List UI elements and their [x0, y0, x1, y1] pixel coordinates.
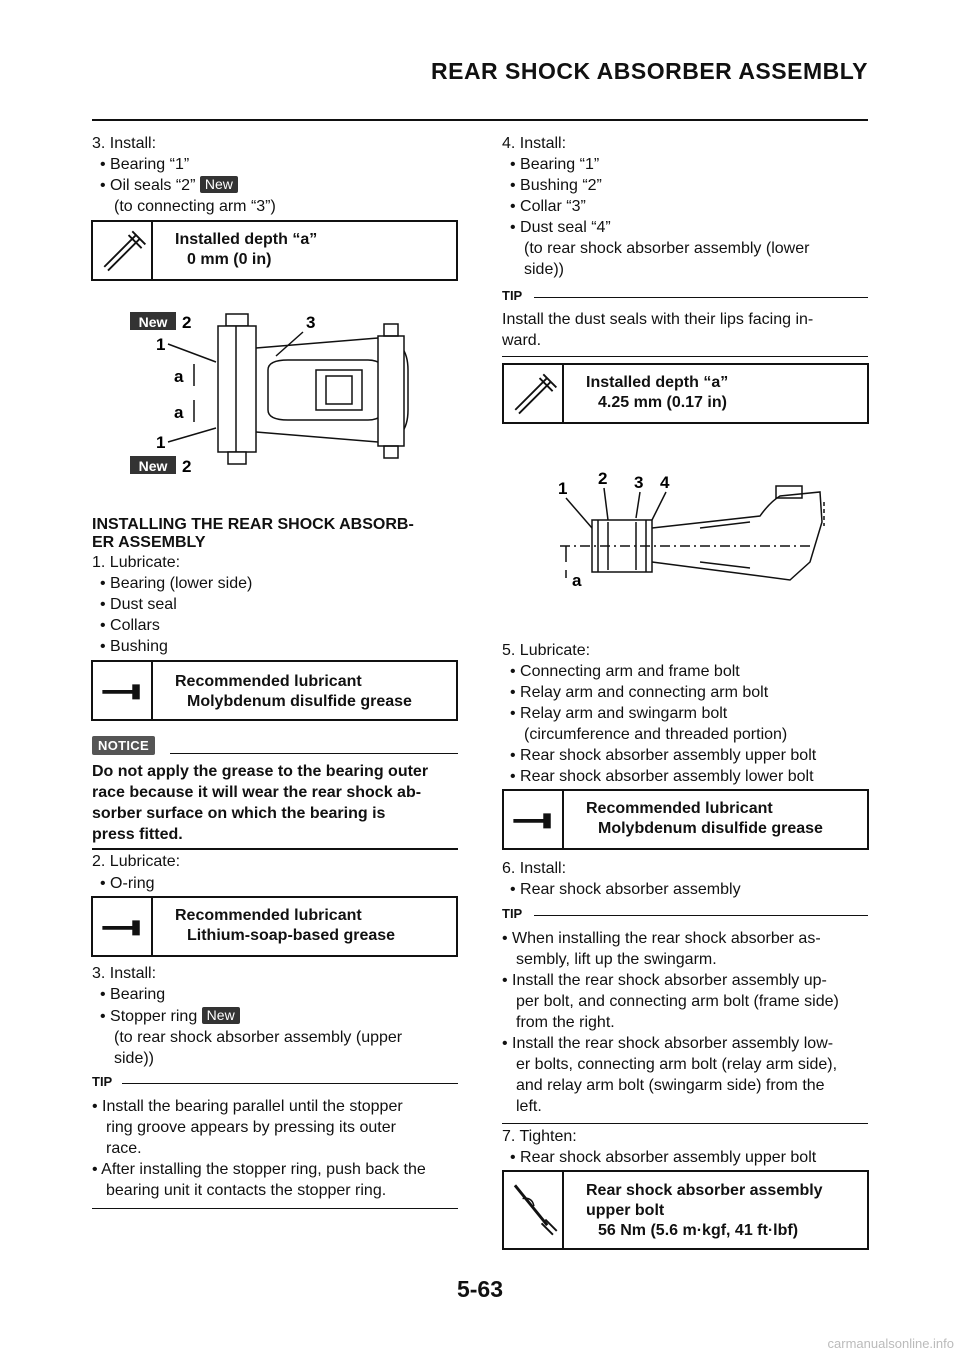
bullet-collar-3: • Collar “3” [510, 198, 586, 215]
torque-wrench-icon [504, 1172, 562, 1248]
bullet-item-sub: (circumference and threaded portion) [524, 726, 788, 743]
notice-line1: Do not apply the grease to the bearing outer [92, 763, 429, 780]
tip-rule [534, 915, 868, 916]
tip-end-rule [92, 1208, 458, 1209]
tip-line: left. [516, 1098, 542, 1115]
step-lubricate-1: 1. Lubricate: [92, 554, 181, 571]
spec-label: Recommended lubricant [175, 907, 362, 924]
tip-line: • When installing the rear shock absorber as- [502, 930, 821, 947]
tip-line: • Install the rear shock absorber assembly up- [502, 972, 827, 989]
spec-label: upper bolt [586, 1202, 665, 1219]
spec-box-lubricant [91, 896, 458, 957]
tip-rule [122, 1083, 458, 1084]
step-install-3b: 3. Install: [92, 965, 157, 982]
callout-1: 1 [156, 433, 166, 452]
tip-end-rule [502, 356, 868, 357]
grease-gun-icon [93, 662, 151, 719]
new-badge-text: New [138, 314, 168, 330]
tip-line: • After installing the stopper ring, push back the [92, 1161, 426, 1178]
spec-label: Recommended lubricant [586, 800, 773, 817]
tip-line: bearing unit it contacts the stopper ring. [106, 1182, 387, 1199]
spec-value: Molybdenum disulfide grease [187, 693, 412, 710]
spec-value: Molybdenum disulfide grease [598, 820, 823, 837]
step-lubricate-5: 5. Lubricate: [502, 642, 591, 659]
bullet-collars: • Collars [100, 617, 160, 634]
tip-line: • Install the rear shock absorber assembly low- [502, 1035, 834, 1052]
shock-absorber-lower-figure [540, 462, 840, 602]
bullet-oil-seals [100, 175, 238, 196]
tip-line: er bolts, connecting arm bolt (relay arm side), [516, 1056, 838, 1073]
new-badge: New [200, 176, 238, 193]
caliper-icon [504, 365, 562, 422]
bullet-bushing: • Bushing [100, 638, 168, 655]
spec-value: Lithium-soap-based grease [187, 927, 396, 944]
step-install-6: 6. Install: [502, 860, 567, 877]
tip-line: from the right. [516, 1014, 615, 1031]
tip-line: per bolt, and connecting arm bolt (frame side) [516, 993, 839, 1010]
callout-a: a [572, 571, 582, 590]
notice-end-rule [92, 848, 458, 850]
callout-1: 1 [558, 479, 568, 498]
notice-line4: press fitted. [92, 826, 183, 843]
tip-end-rule [502, 1123, 868, 1124]
callout-a: a [174, 403, 184, 422]
spec-box-lubricant [502, 789, 869, 850]
bullet-stopper-ring-text: • Stopper ring [100, 1008, 198, 1025]
new-badge: New [202, 1007, 240, 1024]
bullet-dust-seal-4: • Dust seal “4” [510, 219, 611, 236]
notice-rule [170, 753, 458, 754]
tip-line: ring groove appears by pressing its outer [106, 1119, 396, 1136]
step-lubricate-2: 2. Lubricate: [92, 853, 181, 870]
bullet-stopper-ring [100, 1006, 240, 1027]
connecting-arm-figure [128, 300, 428, 480]
step-tighten-7: 7. Tighten: [502, 1128, 577, 1145]
caliper-icon [93, 222, 151, 279]
callout-a: a [174, 367, 184, 386]
bullet-item: • Relay arm and swingarm bolt [510, 705, 728, 722]
bullet-item: • Rear shock absorber assembly [510, 881, 741, 898]
spec-label: Installed depth “a” [586, 374, 729, 391]
spec-label: Recommended lubricant [175, 673, 362, 690]
bullet-item: • Relay arm and connecting arm bolt [510, 684, 769, 701]
bullet-stopper-sub2: side)) [114, 1050, 155, 1067]
spec-box-installed-depth [91, 220, 458, 281]
bullet-oil-seals-sub: (to connecting arm “3”) [114, 198, 276, 215]
callout-3: 3 [306, 313, 316, 332]
callout-2: 2 [182, 457, 192, 476]
bullet-bushing-2: • Bushing “2” [510, 177, 602, 194]
spec-value: 0 mm (0 in) [187, 251, 272, 268]
notice-line3: sorber surface on which the bearing is [92, 805, 386, 822]
bullet-item: • Rear shock absorber assembly lower bolt [510, 768, 814, 785]
tip-line: ward. [502, 332, 542, 349]
callout-2: 2 [598, 469, 608, 488]
bullet-bearing-1: • Bearing “1” [100, 156, 190, 173]
spec-box-torque [502, 1170, 869, 1250]
notice-line2: race because it will wear the rear shock ab- [92, 784, 422, 801]
section-heading-line2: ER ASSEMBLY [92, 534, 206, 551]
grease-gun-icon [93, 898, 151, 955]
bullet-oil-seals-text: • Oil seals “2” [100, 177, 196, 194]
tip-label: TIP [92, 1074, 113, 1089]
bullet-item: • Rear shock absorber assembly upper bolt [510, 747, 817, 764]
spec-label: Installed depth “a” [175, 231, 318, 248]
step-install-3: 3. Install: [92, 135, 157, 152]
callout-1: 1 [156, 335, 166, 354]
bullet-bearing-lower: • Bearing (lower side) [100, 575, 253, 592]
tip-line: • Install the bearing parallel until the stopper [92, 1098, 403, 1115]
notice-label: NOTICE [92, 736, 155, 755]
spec-value: 4.25 mm (0.17 in) [598, 394, 727, 411]
bullet-item: • Rear shock absorber assembly upper bolt [510, 1149, 817, 1166]
header-rule [92, 119, 868, 121]
bullet-dust-seal-sub2: side)) [524, 261, 565, 278]
section-heading-line1: INSTALLING THE REAR SHOCK ABSORB- [92, 516, 414, 533]
tip-label: TIP [502, 906, 523, 921]
tip-label: TIP [502, 288, 523, 303]
tip-line: sembly, lift up the swingarm. [516, 951, 717, 968]
bullet-stopper-sub1: (to rear shock absorber assembly (upper [114, 1029, 403, 1046]
spec-box-lubricant [91, 660, 458, 721]
bullet-dust-seal: • Dust seal [100, 596, 177, 613]
tip-line: and relay arm bolt (swingarm side) from the [516, 1077, 825, 1094]
tip-rule [534, 297, 868, 298]
bullet-bearing: • Bearing [100, 986, 166, 1003]
bullet-o-ring: • O-ring [100, 875, 155, 892]
spec-box-installed-depth [502, 363, 869, 424]
callout-4: 4 [660, 473, 670, 492]
callout-2: 2 [182, 313, 192, 332]
page-title: REAR SHOCK ABSORBER ASSEMBLY [431, 58, 868, 84]
new-badge-text: New [138, 458, 168, 474]
footer-watermark: carmanualsonline.info [827, 1336, 954, 1351]
spec-label: Rear shock absorber assembly [586, 1182, 823, 1199]
spec-value: 56 Nm (5.6 m·kgf, 41 ft·lbf) [598, 1222, 799, 1239]
tip-line: race. [106, 1140, 142, 1157]
bullet-item: • Connecting arm and frame bolt [510, 663, 740, 680]
bullet-dust-seal-sub1: (to rear shock absorber assembly (lower [524, 240, 810, 257]
step-install-4: 4. Install: [502, 135, 567, 152]
tip-line: Install the dust seals with their lips facing in- [502, 311, 814, 328]
bullet-bearing-1: • Bearing “1” [510, 156, 600, 173]
grease-gun-icon [504, 791, 562, 848]
page-number: 5-63 [456, 1276, 504, 1302]
callout-3: 3 [634, 473, 644, 492]
